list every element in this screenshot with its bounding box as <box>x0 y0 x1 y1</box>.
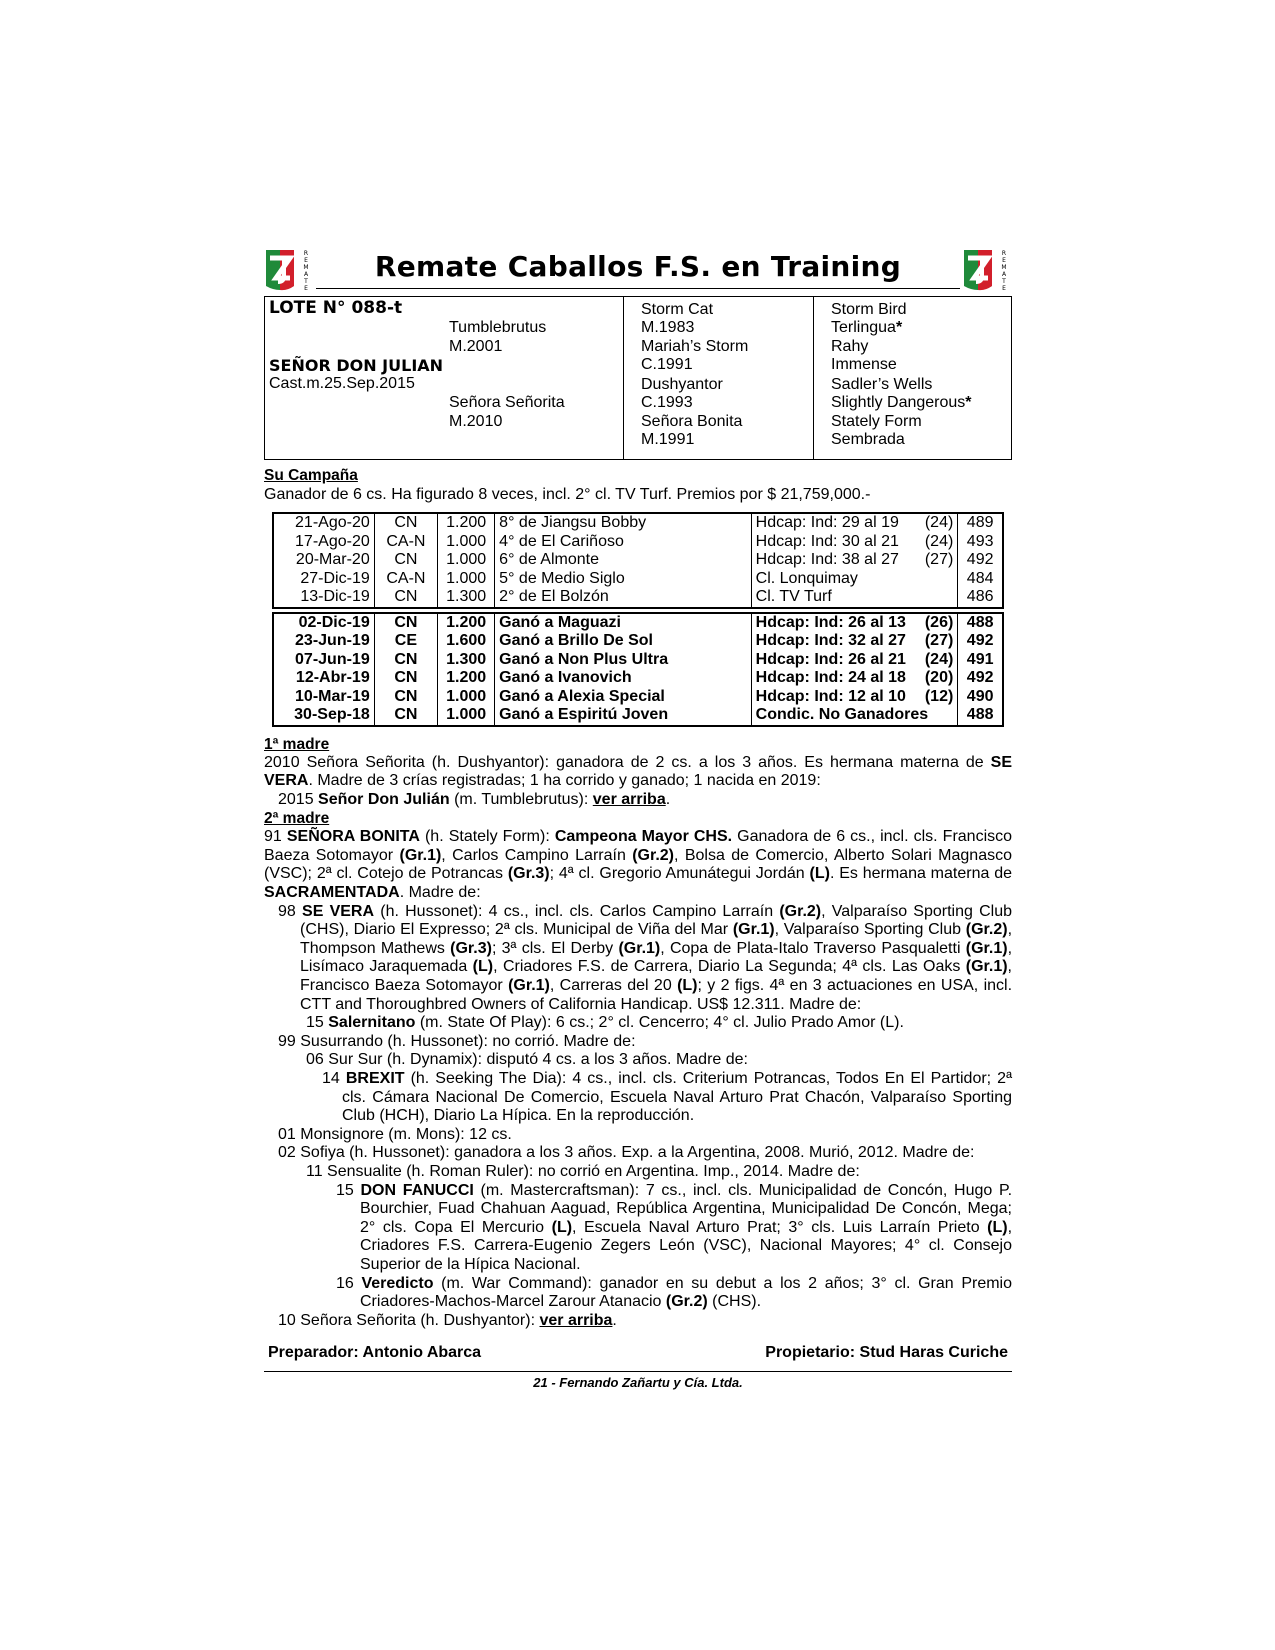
race-track: CN <box>374 588 437 608</box>
owner: Propietario: Stud Haras Curiche <box>765 1344 1008 1362</box>
race-distance: 1.200 <box>438 613 495 633</box>
lot-number: LOTE N° 088-t <box>269 298 403 318</box>
madre2-section <box>264 809 1012 1330</box>
race-distance: 1.000 <box>438 551 495 570</box>
svg-text:M: M <box>303 264 309 271</box>
svg-text:A: A <box>1001 271 1007 278</box>
race-date: 23-Jun-19 <box>273 632 374 651</box>
race-track: CN <box>374 651 437 670</box>
campaign-row <box>273 632 1003 651</box>
madre1-title: 1ª madre <box>264 735 330 753</box>
race-date: 07-Jun-19 <box>273 651 374 670</box>
brexit-paragraph: 14 BREXIT (h. Seeking The Dia): 4 cs., incl. cls. Criterium Potrancas, Todos En El Partidor; 2ª cls. Cámara Nacional De Comercio, Escuela Naval Arturo Prat Chacón, Valparaíso Sporting Club (HCH), Diario La Hípica. En la reproducción. <box>322 1070 1013 1125</box>
campaign-row <box>273 688 1003 707</box>
campaign-title: Su Campaña <box>264 467 358 484</box>
gen4-entry: Storm Bird <box>831 301 907 318</box>
campaign-row <box>273 613 1003 633</box>
race-track: CN <box>374 513 437 533</box>
logo-text: R <box>303 250 309 257</box>
race-result: 5° de Medio Siglo <box>495 570 751 589</box>
campaign-row <box>273 570 1003 589</box>
gen3-entry: C.1991 <box>641 356 693 373</box>
race-name: Hdcap: Ind: 29 al 19 (24) <box>751 513 958 533</box>
bonita-paragraph: 91 SEÑORA BONITA (h. Stately Form): Campeona Mayor CHS. Ganadora de 6 cs., incl. cls. Francisco Baeza Sotomayor (Gr.1), Carlos Campino Larraín (Gr.2), Bolsa de Comercio, Alberto Solari Magnasco (VSC); 2ª cl. Cotejo de Potrancas (Gr.3); 4ª cl. Gregorio Amunátegui Jordán (L). Es hermana materna de SACRAMENTADA. Madre de: <box>264 828 1013 902</box>
race-track: CN <box>374 688 437 707</box>
horse-name: SEÑOR DON JULIAN <box>269 356 444 375</box>
trainer: Preparador: Antonio Abarca <box>268 1344 482 1362</box>
pedigree-box <box>264 296 1012 460</box>
race-weight: 492 <box>958 551 1003 570</box>
race-name: Hdcap: Ind: 26 al 13 (26) <box>751 613 958 633</box>
svg-text:T: T <box>304 278 308 285</box>
gen3-entry: Storm Cat <box>641 301 714 318</box>
race-track: CA-N <box>374 533 437 552</box>
remates-logo-right <box>962 246 1012 294</box>
race-weight: 488 <box>958 613 1003 633</box>
pedigree-divider <box>623 297 624 459</box>
race-result: 6° de Almonte <box>495 551 751 570</box>
campaign-row <box>273 588 1003 608</box>
svg-text:T: T <box>1002 278 1006 285</box>
race-date: 02-Dic-19 <box>273 613 374 633</box>
svg-text:E: E <box>1002 257 1006 264</box>
page <box>264 244 1012 1390</box>
race-name: Hdcap: Ind: 30 al 21 (24) <box>751 533 958 552</box>
dam-info: M.2010 <box>449 413 503 430</box>
campaign-row <box>273 513 1003 533</box>
madre2-title: 2ª madre <box>264 810 330 828</box>
campaign-summary: Ganador de 6 cs. Ha figurado 8 veces, incl. 2° cl. TV Turf. Premios por $ 21,759,000.- <box>264 486 871 503</box>
dam-name: Señora Señorita <box>449 394 565 411</box>
horse-info: Cast.m.25.Sep.2015 <box>269 375 415 392</box>
veredicto-paragraph: 16 Veredicto (m. War Command): ganador en su debut a los 2 años; 3° cl. Gran Premio Criadores-Machos-Marcel Zarour Atanacio (Gr.2) (CHS). <box>336 1274 1013 1311</box>
sire-info: M.2001 <box>449 338 503 355</box>
race-weight: 488 <box>958 706 1003 726</box>
svg-text:E: E <box>1002 285 1006 292</box>
race-name: Hdcap: Ind: 32 al 27 (27) <box>751 632 958 651</box>
race-date: 20-Mar-20 <box>273 551 374 570</box>
gen3-entry: M.1983 <box>641 319 695 336</box>
race-track: CN <box>374 669 437 688</box>
header <box>264 244 1012 294</box>
race-distance: 1.000 <box>438 706 495 726</box>
race-name: Hdcap: Ind: 12 al 10 (12) <box>751 688 958 707</box>
campaign-row <box>273 651 1003 670</box>
race-result: 2° de El Bolzón <box>495 588 751 608</box>
gen3-entry: Mariah’s Storm <box>641 338 749 355</box>
race-track: CA-N <box>374 570 437 589</box>
race-result: Ganó a Alexia Special <box>495 688 751 707</box>
race-result: Ganó a Brillo De Sol <box>495 632 751 651</box>
svg-text:M: M <box>1001 264 1007 271</box>
campaign-section <box>264 466 1012 504</box>
race-weight: 492 <box>958 669 1003 688</box>
susurrando-entry: 99 Susurrando (h. Hussonet): no corrió. Madre de: <box>278 1032 636 1050</box>
race-date: 13-Dic-19 <box>273 588 374 608</box>
race-track: CN <box>374 706 437 726</box>
gen3-entry: Señora Bonita <box>641 413 743 430</box>
race-distance: 1.000 <box>438 533 495 552</box>
race-weight: 486 <box>958 588 1003 608</box>
madre1-paragraph: 2010 Señora Señorita (h. Dushyantor): ganadora de 2 cs. a los 3 años. Es hermana materna de SE VERA. Madre de 3 crías registradas; 1 ha corrido y ganado; 1 nacida en 2019: <box>264 753 1012 790</box>
race-date: 10-Mar-19 <box>273 688 374 707</box>
svg-text:R: R <box>1001 250 1007 257</box>
race-track: CE <box>374 632 437 651</box>
race-weight: 493 <box>958 533 1003 552</box>
race-result: Ganó a Ivanovich <box>495 669 751 688</box>
race-weight: 491 <box>958 651 1003 670</box>
severa-paragraph: 98 SE VERA (h. Hussonet): 4 cs., incl. cls. Carlos Campino Larraín (Gr.2), Valparaíso Sporting Club (CHS), Diario El Expresso; 2ª cls. Municipal de Viña del Mar (Gr.1), Valparaíso Sporting Club (Gr.2), Thompson Mathews (Gr.3); 3ª cls. El Derby (Gr.1), Copa de Plata-Italo Traverso Pasqualetti (Gr.1), Lisímaco Jaraquemada (L), Criadores F.S. de Carrera, Diario La Segunda; 4ª cls. Las Oaks (Gr.1), Francisco Baeza Sotomayor (Gr.1), Carreras del 20 (L); y 2 figs. 4ª en 3 actuaciones en USA, incl. CTT and Thoroughbred Owners of California Handicap. US$ 12.311. Madre de: <box>278 902 1013 1013</box>
race-name: Hdcap: Ind: 38 al 27 (27) <box>751 551 958 570</box>
race-weight: 492 <box>958 632 1003 651</box>
header-rule <box>316 288 960 289</box>
race-date: 27-Dic-19 <box>273 570 374 589</box>
sensualite-entry: 11 Sensualite (h. Roman Ruler): no corrió en Argentina. Imp., 2014. Madre de: <box>306 1162 860 1180</box>
race-weight: 489 <box>958 513 1003 533</box>
race-date: 12-Abr-19 <box>273 669 374 688</box>
race-name: Condic. No Ganadores <box>751 706 958 726</box>
race-track: CN <box>374 613 437 633</box>
footer-row <box>264 1344 1012 1362</box>
pedigree-divider <box>813 297 814 459</box>
gen4-entry: Sembrada <box>831 431 905 448</box>
madre1-section <box>264 735 1012 810</box>
monsignore-entry: 01 Monsignore (m. Mons): 12 cs. <box>278 1125 512 1143</box>
race-result: Ganó a Maguazi <box>495 613 751 633</box>
race-result: Ganó a Non Plus Ultra <box>495 651 751 670</box>
race-date: 30-Sep-18 <box>273 706 374 726</box>
race-name: Hdcap: Ind: 24 al 18 (20) <box>751 669 958 688</box>
race-track: CN <box>374 551 437 570</box>
fanucci-paragraph: 15 DON FANUCCI (m. Mastercraftsman): 7 cs., incl. cls. Municipalidad de Concón, Hugo P. Bourchier, Fuad Chahuan Aaguad, República Argentina, Municipalidad De Concón, Mega; 2° cls. Copa El Mercurio (L), Escuela Naval Arturo Prat; 3° cls. Luis Larraín Prieto (L), Criadores F.S. Carrera-Eugenio Zegers León (VSC), Nacional Mayores; 4° cl. Consejo Superior de la Hípica Nacional. <box>336 1181 1013 1273</box>
campaign-row <box>273 669 1003 688</box>
salernitano-entry: 15 Salernitano (m. State Of Play): 6 cs.; 2° cl. Cencerro; 4° cl. Julio Prado Amor (L). <box>306 1014 904 1032</box>
gen4-entry: Slightly Dangerous* <box>831 394 972 411</box>
gen4-entry: Terlingua* <box>831 319 903 336</box>
gen4-entry: Stately Form <box>831 413 922 430</box>
star-mark: * <box>965 394 972 411</box>
places-table <box>272 512 1004 609</box>
remates-logo-left <box>264 246 314 294</box>
sire-name: Tumblebrutus <box>449 319 547 336</box>
race-date: 17-Ago-20 <box>273 533 374 552</box>
page-title: Remate Caballos F.S. en Training <box>374 250 902 283</box>
race-distance: 1.300 <box>438 651 495 670</box>
wins-table <box>272 612 1004 727</box>
gen3-entry: M.1991 <box>641 431 695 448</box>
gen4-entry: Immense <box>831 356 897 373</box>
page-footer: 21 - Fernando Zañartu y Cía. Ltda. <box>533 1375 743 1391</box>
sofiya-entry: 02 Sofiya (h. Hussonet): ganadora a los 3 años. Exp. a la Argentina, 2008. Murió, 2012. Madre de: <box>278 1144 975 1162</box>
race-result: 8° de Jiangsu Bobby <box>495 513 751 533</box>
sursur-entry: 06 Sur Sur (h. Dynamix): disputó 4 cs. a los 3 años. Madre de: <box>306 1051 748 1069</box>
svg-text:E: E <box>304 257 308 264</box>
race-distance: 1.000 <box>438 688 495 707</box>
ver-arriba-link: ver arriba <box>539 1311 613 1329</box>
campaign-row <box>273 551 1003 570</box>
campaign-row <box>273 706 1003 726</box>
race-result: 4° de El Cariñoso <box>495 533 751 552</box>
last-entry: 10 Señora Señorita (h. Dushyantor): ver arriba. <box>278 1311 617 1329</box>
svg-text:E: E <box>304 285 308 292</box>
ver-arriba-link: ver arriba <box>592 790 666 808</box>
race-distance: 1.200 <box>438 669 495 688</box>
madre1-offspring: 2015 Señor Don Julián (m. Tumblebrutus): ver arriba. <box>278 790 671 808</box>
race-distance: 1.000 <box>438 570 495 589</box>
gen4-entry: Rahy <box>831 338 869 355</box>
race-weight: 490 <box>958 688 1003 707</box>
gen3-entry: Dushyantor <box>641 376 723 393</box>
race-name: Cl. TV Turf <box>751 588 958 608</box>
race-distance: 1.600 <box>438 632 495 651</box>
campaign-row <box>273 533 1003 552</box>
gen3-entry: C.1993 <box>641 394 693 411</box>
svg-text:A: A <box>303 271 309 278</box>
race-date: 21-Ago-20 <box>273 513 374 533</box>
race-result: Ganó a Espiritú Joven <box>495 706 751 726</box>
star-mark: * <box>895 319 903 336</box>
race-weight: 484 <box>958 570 1003 589</box>
race-distance: 1.200 <box>438 513 495 533</box>
gen4-entry: Sadler’s Wells <box>831 376 933 393</box>
race-name: Hdcap: Ind: 26 al 21 (24) <box>751 651 958 670</box>
race-distance: 1.300 <box>438 588 495 608</box>
footer-rule <box>264 1371 1012 1372</box>
race-name: Cl. Lonquimay <box>751 570 958 589</box>
